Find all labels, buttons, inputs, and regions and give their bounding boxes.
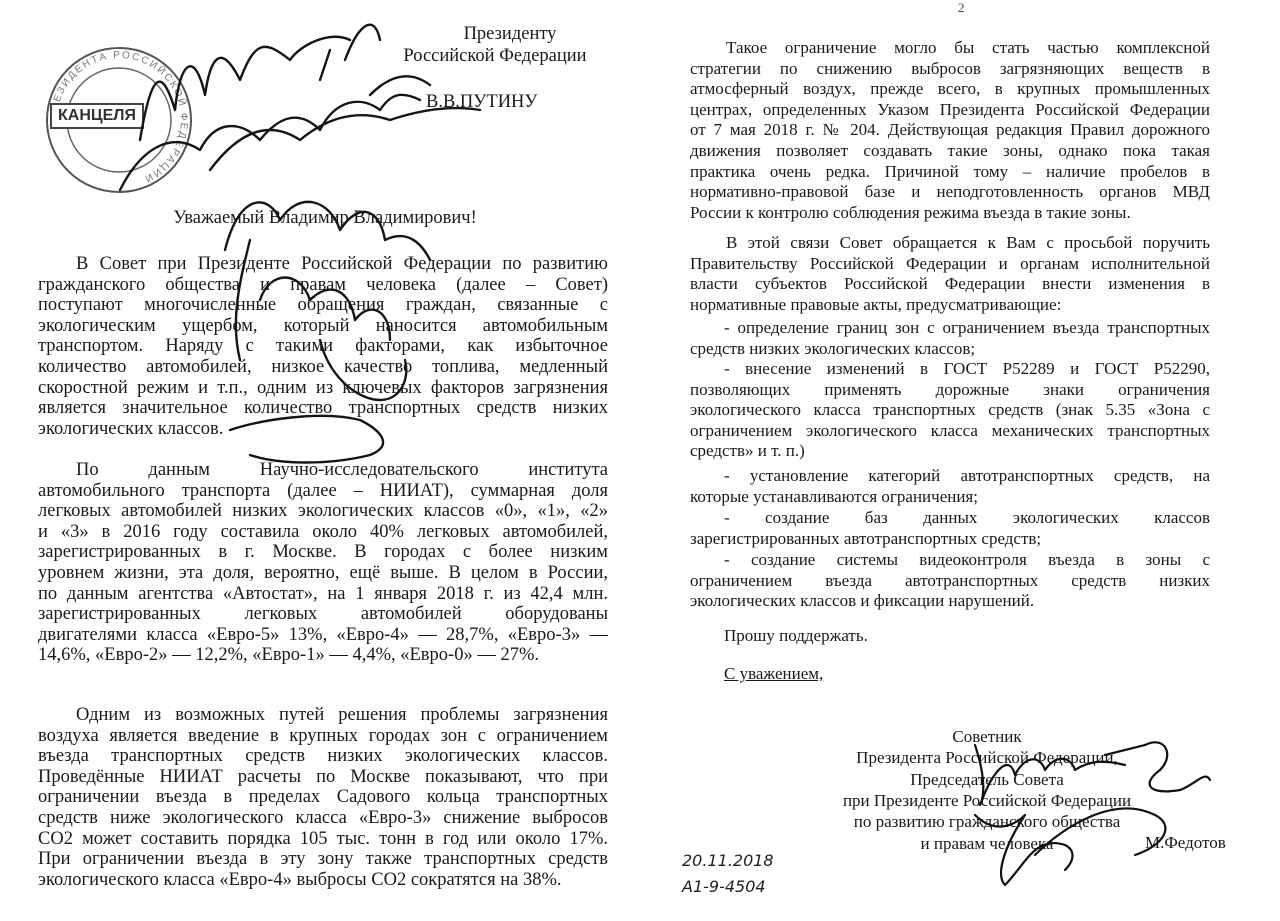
addressee-line-1: Президенту [463, 24, 557, 44]
greeting: Уважаемый Владимир Владимирович! [173, 208, 477, 228]
paragraph-line: скоростной режим и т.п., одним из ключевых факторов загрязнения [38, 377, 608, 398]
page-number: 2 [958, 0, 965, 15]
signature-icon [955, 715, 1275, 915]
paragraph-line: легковых автомобилей низких экологических классов «0», «1», «2» [38, 501, 608, 522]
paragraph-line: въезда транспортных средств низких экологических классов. [38, 746, 608, 767]
paragraph-last-line: средств» и т. п.) [690, 441, 805, 461]
paragraph-line: двигателями класса «Евро-5» 13%, «Евро-4» — 28,7%, «Евро-3» — [38, 624, 608, 645]
paragraph-line: ограничением экологического класса механических транспортных [690, 420, 1210, 440]
paragraph-line: стратегии по снижению выбросов загрязняющих веществ в [690, 58, 1210, 78]
signatory-name: М.Федотов [1145, 833, 1226, 852]
paragraph-line: - установление категорий автотранспортных средств, на [724, 466, 1210, 485]
paragraph-line: CO2 может составить порядка 105 тыс. тонн в год или около 17%. [38, 828, 608, 849]
paragraph-line: экологического класса транспортных средств (знак 5.35 «Зона с [690, 400, 1210, 420]
paragraph-line: центрах, определенных Указом Президента Российской Федерации [690, 99, 1210, 119]
signatory-line: Президента Российской Федерации, [856, 748, 1118, 768]
signatory-line: и правам человека [920, 833, 1054, 853]
paragraph-line: движения позволяет создавать такие зоны, однако пока такая [690, 141, 1210, 160]
paragraph-line: практика очень редка. Причиной тому – наличие пробелов в [690, 161, 1210, 181]
paragraph-line: транспортом. Наряду с такими факторами, как избыточное [38, 336, 608, 357]
paragraph-line: количество автомобилей, низкое качество топлива, медленный [38, 357, 608, 377]
stamp-label: КАНЦЕЛЯ [50, 103, 144, 129]
paragraph-line: зарегистрированных легковых автомобилей оборудованы [38, 604, 608, 625]
paragraph-line: позволяющих применять дорожные знаки ограничения [690, 379, 1210, 399]
handwritten-reg-number: А1-9-4504 [682, 877, 766, 896]
paragraph-line: Проведённые НИИАТ расчеты по Москве показывают, что при [38, 766, 608, 787]
paragraph-line: является значительное количество транспортных средств низких [38, 398, 608, 419]
paragraph-line: - создание баз данных экологических классов [724, 508, 1210, 527]
paragraph-line: гражданского общества и правам человека (далее – Совет) [38, 274, 608, 295]
signatory-line: при Президенте Российской Федерации [842, 790, 1132, 810]
paragraph-line: - определение границ зон с ограничением въезда транспортных [724, 318, 1210, 337]
paragraph-last-line: экологического класса «Евро-4» выбросы CO2 сократятся на 38%. [38, 869, 562, 890]
paragraph-line: уровнем жизни, эта доля, вероятно, ещё выше. В целом в России, [38, 563, 608, 583]
paragraph-last-line: экологических классов. [38, 418, 224, 439]
paragraph-line: Одним из возможных путей решения проблемы загрязнения [76, 705, 608, 725]
paragraph-line: средств ниже экологического класса «Евро-3» снижение выбросов [38, 808, 608, 828]
paragraph-last-line: нормативные правовые акты, предусматривающие: [690, 294, 1062, 314]
paragraph-line: по данным агентства «Автостат», на 1 января 2018 г. из 42,4 млн. [38, 583, 608, 604]
paragraph-last-line: средств низких экологических классов; [690, 338, 976, 358]
paragraph-line: и «3» в 2016 году составила около 40% легковых автомобилей, [38, 521, 608, 542]
paragraph-last-line: России к контролю соблюдения режима въезда в такие зоны. [690, 202, 1131, 222]
paragraph-line: ограничением въезда автотранспортных средств низких [690, 570, 1210, 590]
paragraph-line: воздуха является введение в крупных городах зон с ограничением [38, 725, 608, 746]
paragraph-line: Такое ограничение могло бы стать частью комплексной [726, 38, 1210, 57]
paragraph-line: При ограничении въезда в эту зону также транспортных средств [38, 849, 608, 870]
paragraph-line: зарегистрированных в г. Москве. В городах с более низким [38, 542, 608, 563]
addressee-line-3: В.В.ПУТИНУ [426, 92, 538, 112]
paragraph-line: - создание системы видеоконтроля въезда в зоны с [724, 550, 1210, 569]
handwritten-date: 20.11.2018 [682, 851, 774, 870]
paragraph-line: экологическим ущербом, который наносится автомобильным [38, 315, 608, 336]
paragraph-line: - внесение изменений в ГОСТ Р52289 и ГОСТ Р52290, [724, 359, 1210, 378]
letter-page-2 [640, 0, 1280, 921]
paragraph-line: автомобильного транспорта (далее – НИИАТ), суммарная доля [38, 480, 608, 501]
paragraph-last-line: зарегистрированных автотранспортных средств; [690, 528, 1042, 548]
paragraph-line: атмосферный воздух, прежде всего, в крупных промышленных [690, 79, 1210, 99]
paragraph-line: По данным Научно-исследовательского института [76, 460, 608, 480]
paragraph-line: ограничении въезда в пределах Садового кольца транспортных [38, 787, 608, 808]
paragraph-last-line: экологических классов и фиксации нарушений. [690, 591, 1035, 611]
signatory-line: по развитию гражданского общества [853, 812, 1121, 832]
paragraph-line: поступают многочисленные обращения граждан, связанные с [38, 295, 608, 316]
paragraph-line: власти субъектов Российской Федерации внести изменения в [690, 274, 1210, 294]
closing-text: Прошу поддержать. [724, 626, 868, 645]
paragraph-last-line: которые устанавливаются ограничения; [690, 486, 978, 506]
stamp-ring-text: ЕЗИДЕНТА РОССИЙСКОЙ ФЕДЕРАЦИИ [51, 49, 190, 185]
signatory-line: Председатель Совета [910, 769, 1064, 789]
paragraph-line: В Совет при Президенте Российской Федерации по развитию [76, 254, 608, 274]
paragraph-line: Правительству Российской Федерации и органам исполнительной [690, 253, 1210, 273]
paragraph-last-line: 14,6%, «Евро-2» — 12,2%, «Евро-1» — 4,4%, «Евро-0» — 27%. [38, 645, 539, 666]
paragraph-line: от 7 мая 2018 г. № 204. Действующая редакция Правил дорожного [690, 120, 1210, 140]
paragraph-line: нормативно-правовой базе и неподготовленность органов МВД [690, 182, 1210, 202]
regards-text: С уважением, [724, 664, 824, 683]
paragraph-line: В этой связи Совет обращается к Вам с просьбой поручить [726, 233, 1210, 252]
addressee-line-2: Российской Федерации [403, 46, 587, 66]
signatory-line: Советник [952, 727, 1022, 746]
